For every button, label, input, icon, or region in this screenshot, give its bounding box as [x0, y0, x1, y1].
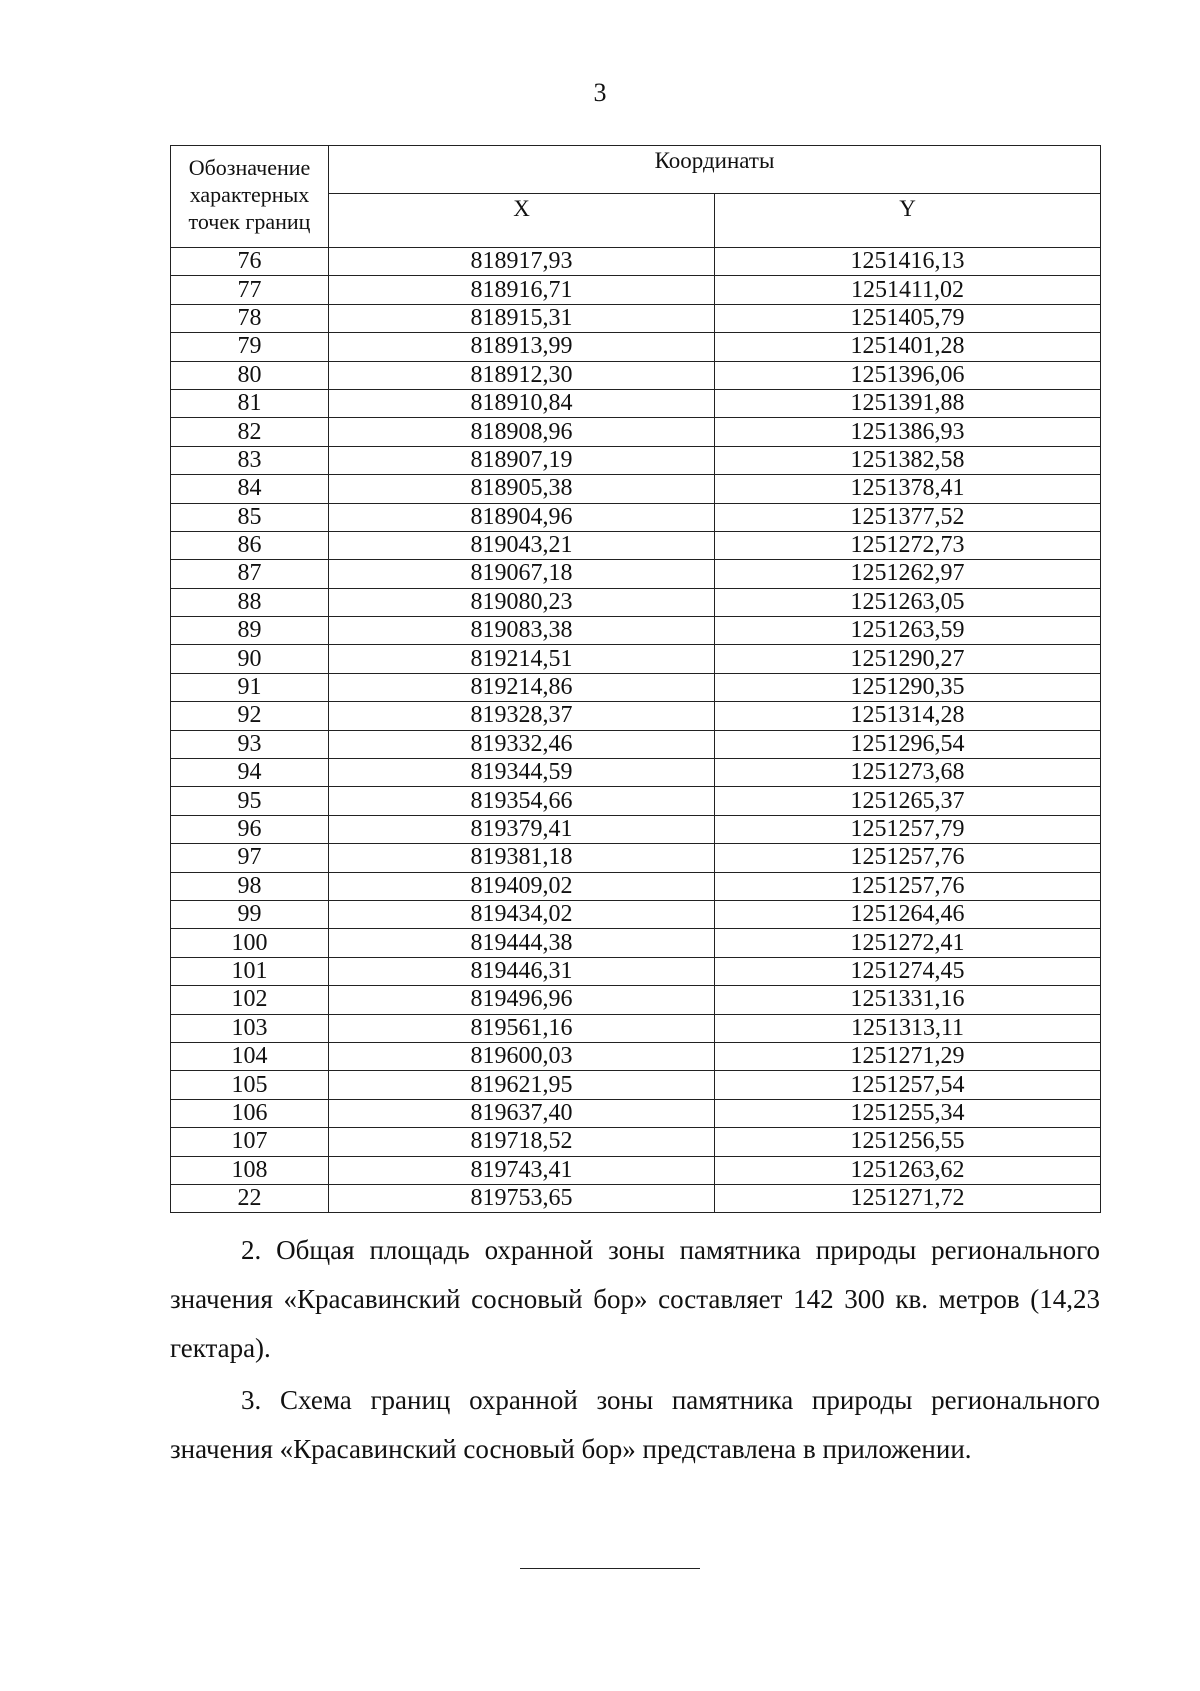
- table-header: [171, 146, 1101, 248]
- cell-point: 90: [171, 645, 329, 673]
- cell-point: 107: [171, 1128, 329, 1156]
- cell-point: 84: [171, 475, 329, 503]
- cell-point: 77: [171, 276, 329, 304]
- cell-x: 819621,95: [329, 1071, 715, 1099]
- cell-x: 818913,99: [329, 333, 715, 361]
- cell-x: 819214,86: [329, 673, 715, 701]
- cell-y: 1251396,06: [715, 361, 1101, 389]
- cell-point: 108: [171, 1156, 329, 1184]
- cell-x: 819379,41: [329, 815, 715, 843]
- cell-point: 100: [171, 929, 329, 957]
- cell-x: 818912,30: [329, 361, 715, 389]
- table-row: [171, 560, 1101, 588]
- cell-x: 819381,18: [329, 844, 715, 872]
- table-row: [171, 418, 1101, 446]
- cell-y: 1251331,16: [715, 986, 1101, 1014]
- table-row: [171, 389, 1101, 417]
- header-y: Y: [715, 194, 1101, 248]
- cell-point: 97: [171, 844, 329, 872]
- cell-x: 819332,46: [329, 730, 715, 758]
- cell-y: 1251401,28: [715, 333, 1101, 361]
- table-row: [171, 248, 1101, 276]
- cell-x: 819637,40: [329, 1099, 715, 1127]
- table-row: [171, 333, 1101, 361]
- coordinates-table: [170, 145, 1101, 1213]
- page-number: 3: [593, 78, 607, 107]
- cell-point: 101: [171, 957, 329, 985]
- cell-x: 819718,52: [329, 1128, 715, 1156]
- table-row: [171, 531, 1101, 559]
- cell-point: 78: [171, 304, 329, 332]
- cell-point: 83: [171, 446, 329, 474]
- cell-y: 1251264,46: [715, 900, 1101, 928]
- cell-y: 1251382,58: [715, 446, 1101, 474]
- table-row: [171, 929, 1101, 957]
- table-row: [171, 844, 1101, 872]
- cell-x: 818905,38: [329, 475, 715, 503]
- table-row: [171, 617, 1101, 645]
- cell-y: 1251263,62: [715, 1156, 1101, 1184]
- cell-x: 819446,31: [329, 957, 715, 985]
- cell-y: 1251272,41: [715, 929, 1101, 957]
- cell-x: 818910,84: [329, 389, 715, 417]
- cell-y: 1251391,88: [715, 389, 1101, 417]
- cell-point: 96: [171, 815, 329, 843]
- cell-x: 819328,37: [329, 702, 715, 730]
- cell-y: 1251405,79: [715, 304, 1101, 332]
- cell-point: 94: [171, 759, 329, 787]
- cell-x: 819434,02: [329, 900, 715, 928]
- cell-y: 1251257,54: [715, 1071, 1101, 1099]
- cell-y: 1251257,76: [715, 872, 1101, 900]
- table-row: [171, 361, 1101, 389]
- cell-y: 1251256,55: [715, 1128, 1101, 1156]
- cell-y: 1251271,72: [715, 1184, 1101, 1212]
- cell-x: 818915,31: [329, 304, 715, 332]
- cell-point: 81: [171, 389, 329, 417]
- cell-point: 104: [171, 1042, 329, 1070]
- cell-point: 76: [171, 248, 329, 276]
- cell-x: 819080,23: [329, 588, 715, 616]
- cell-y: 1251263,59: [715, 617, 1101, 645]
- table-row: [171, 1071, 1101, 1099]
- cell-y: 1251296,54: [715, 730, 1101, 758]
- cell-y: 1251377,52: [715, 503, 1101, 531]
- paragraph-area: 2. Общая площадь охранной зоны памятника природы регионального значения «Красавинский сосновый бор» составляет 142 300 кв. метров (14,23 гектара).: [170, 1235, 1100, 1363]
- cell-y: 1251255,34: [715, 1099, 1101, 1127]
- cell-x: 818917,93: [329, 248, 715, 276]
- cell-point: 92: [171, 702, 329, 730]
- cell-x: 819743,41: [329, 1156, 715, 1184]
- table-row: [171, 304, 1101, 332]
- header-point-label: Обозначение характерных точек границ: [171, 146, 329, 248]
- table-row: [171, 787, 1101, 815]
- cell-y: 1251271,29: [715, 1042, 1101, 1070]
- cell-point: 103: [171, 1014, 329, 1042]
- table-row: [171, 503, 1101, 531]
- cell-y: 1251265,37: [715, 787, 1101, 815]
- table-row: [171, 446, 1101, 474]
- cell-y: 1251257,79: [715, 815, 1101, 843]
- cell-point: 93: [171, 730, 329, 758]
- table-row: [171, 1099, 1101, 1127]
- cell-x: 819214,51: [329, 645, 715, 673]
- cell-point: 79: [171, 333, 329, 361]
- cell-point: 80: [171, 361, 329, 389]
- cell-x: 818907,19: [329, 446, 715, 474]
- table-row: [171, 702, 1101, 730]
- cell-point: 91: [171, 673, 329, 701]
- cell-y: 1251411,02: [715, 276, 1101, 304]
- cell-point: 22: [171, 1184, 329, 1212]
- cell-point: 106: [171, 1099, 329, 1127]
- cell-y: 1251273,68: [715, 759, 1101, 787]
- table-row: [171, 815, 1101, 843]
- table-row: [171, 986, 1101, 1014]
- cell-x: 818904,96: [329, 503, 715, 531]
- cell-point: 86: [171, 531, 329, 559]
- cell-point: 98: [171, 872, 329, 900]
- cell-x: 819444,38: [329, 929, 715, 957]
- cell-x: 818908,96: [329, 418, 715, 446]
- cell-point: 102: [171, 986, 329, 1014]
- cell-y: 1251274,45: [715, 957, 1101, 985]
- header-coordinates: Координаты: [329, 146, 1101, 194]
- cell-y: 1251290,27: [715, 645, 1101, 673]
- cell-x: 819409,02: [329, 872, 715, 900]
- cell-y: 1251272,73: [715, 531, 1101, 559]
- table-row: [171, 1042, 1101, 1070]
- end-divider: [520, 1568, 700, 1569]
- cell-x: 819043,21: [329, 531, 715, 559]
- cell-y: 1251262,97: [715, 560, 1101, 588]
- table-row: [171, 730, 1101, 758]
- cell-y: 1251378,41: [715, 475, 1101, 503]
- table-row: [171, 1128, 1101, 1156]
- table-row: [171, 759, 1101, 787]
- table-row: [171, 1184, 1101, 1212]
- table-row: [171, 872, 1101, 900]
- paragraph-scheme: 3. Схема границ охранной зоны памятника природы регионального значения «Красавинский сосновый бор» представлена в приложении.: [170, 1385, 1100, 1464]
- table-row: [171, 1156, 1101, 1184]
- cell-x: 819083,38: [329, 617, 715, 645]
- cell-x: 819561,16: [329, 1014, 715, 1042]
- cell-y: 1251386,93: [715, 418, 1101, 446]
- cell-point: 105: [171, 1071, 329, 1099]
- cell-point: 82: [171, 418, 329, 446]
- table-row: [171, 645, 1101, 673]
- cell-point: 89: [171, 617, 329, 645]
- cell-y: 1251313,11: [715, 1014, 1101, 1042]
- cell-x: 818916,71: [329, 276, 715, 304]
- cell-point: 99: [171, 900, 329, 928]
- cell-y: 1251257,76: [715, 844, 1101, 872]
- cell-x: 819067,18: [329, 560, 715, 588]
- table-row: [171, 900, 1101, 928]
- table-row: [171, 588, 1101, 616]
- table-row: [171, 1014, 1101, 1042]
- table-row: [171, 957, 1101, 985]
- table-row: [171, 673, 1101, 701]
- cell-point: 95: [171, 787, 329, 815]
- cell-x: 819496,96: [329, 986, 715, 1014]
- cell-x: 819600,03: [329, 1042, 715, 1070]
- cell-x: 819753,65: [329, 1184, 715, 1212]
- cell-y: 1251314,28: [715, 702, 1101, 730]
- cell-point: 87: [171, 560, 329, 588]
- header-x: X: [329, 194, 715, 248]
- cell-point: 85: [171, 503, 329, 531]
- cell-x: 819354,66: [329, 787, 715, 815]
- table-row: [171, 475, 1101, 503]
- cell-y: 1251263,05: [715, 588, 1101, 616]
- cell-point: 88: [171, 588, 329, 616]
- cell-y: 1251416,13: [715, 248, 1101, 276]
- cell-y: 1251290,35: [715, 673, 1101, 701]
- table-row: [171, 276, 1101, 304]
- table-body: [171, 248, 1101, 1213]
- cell-x: 819344,59: [329, 759, 715, 787]
